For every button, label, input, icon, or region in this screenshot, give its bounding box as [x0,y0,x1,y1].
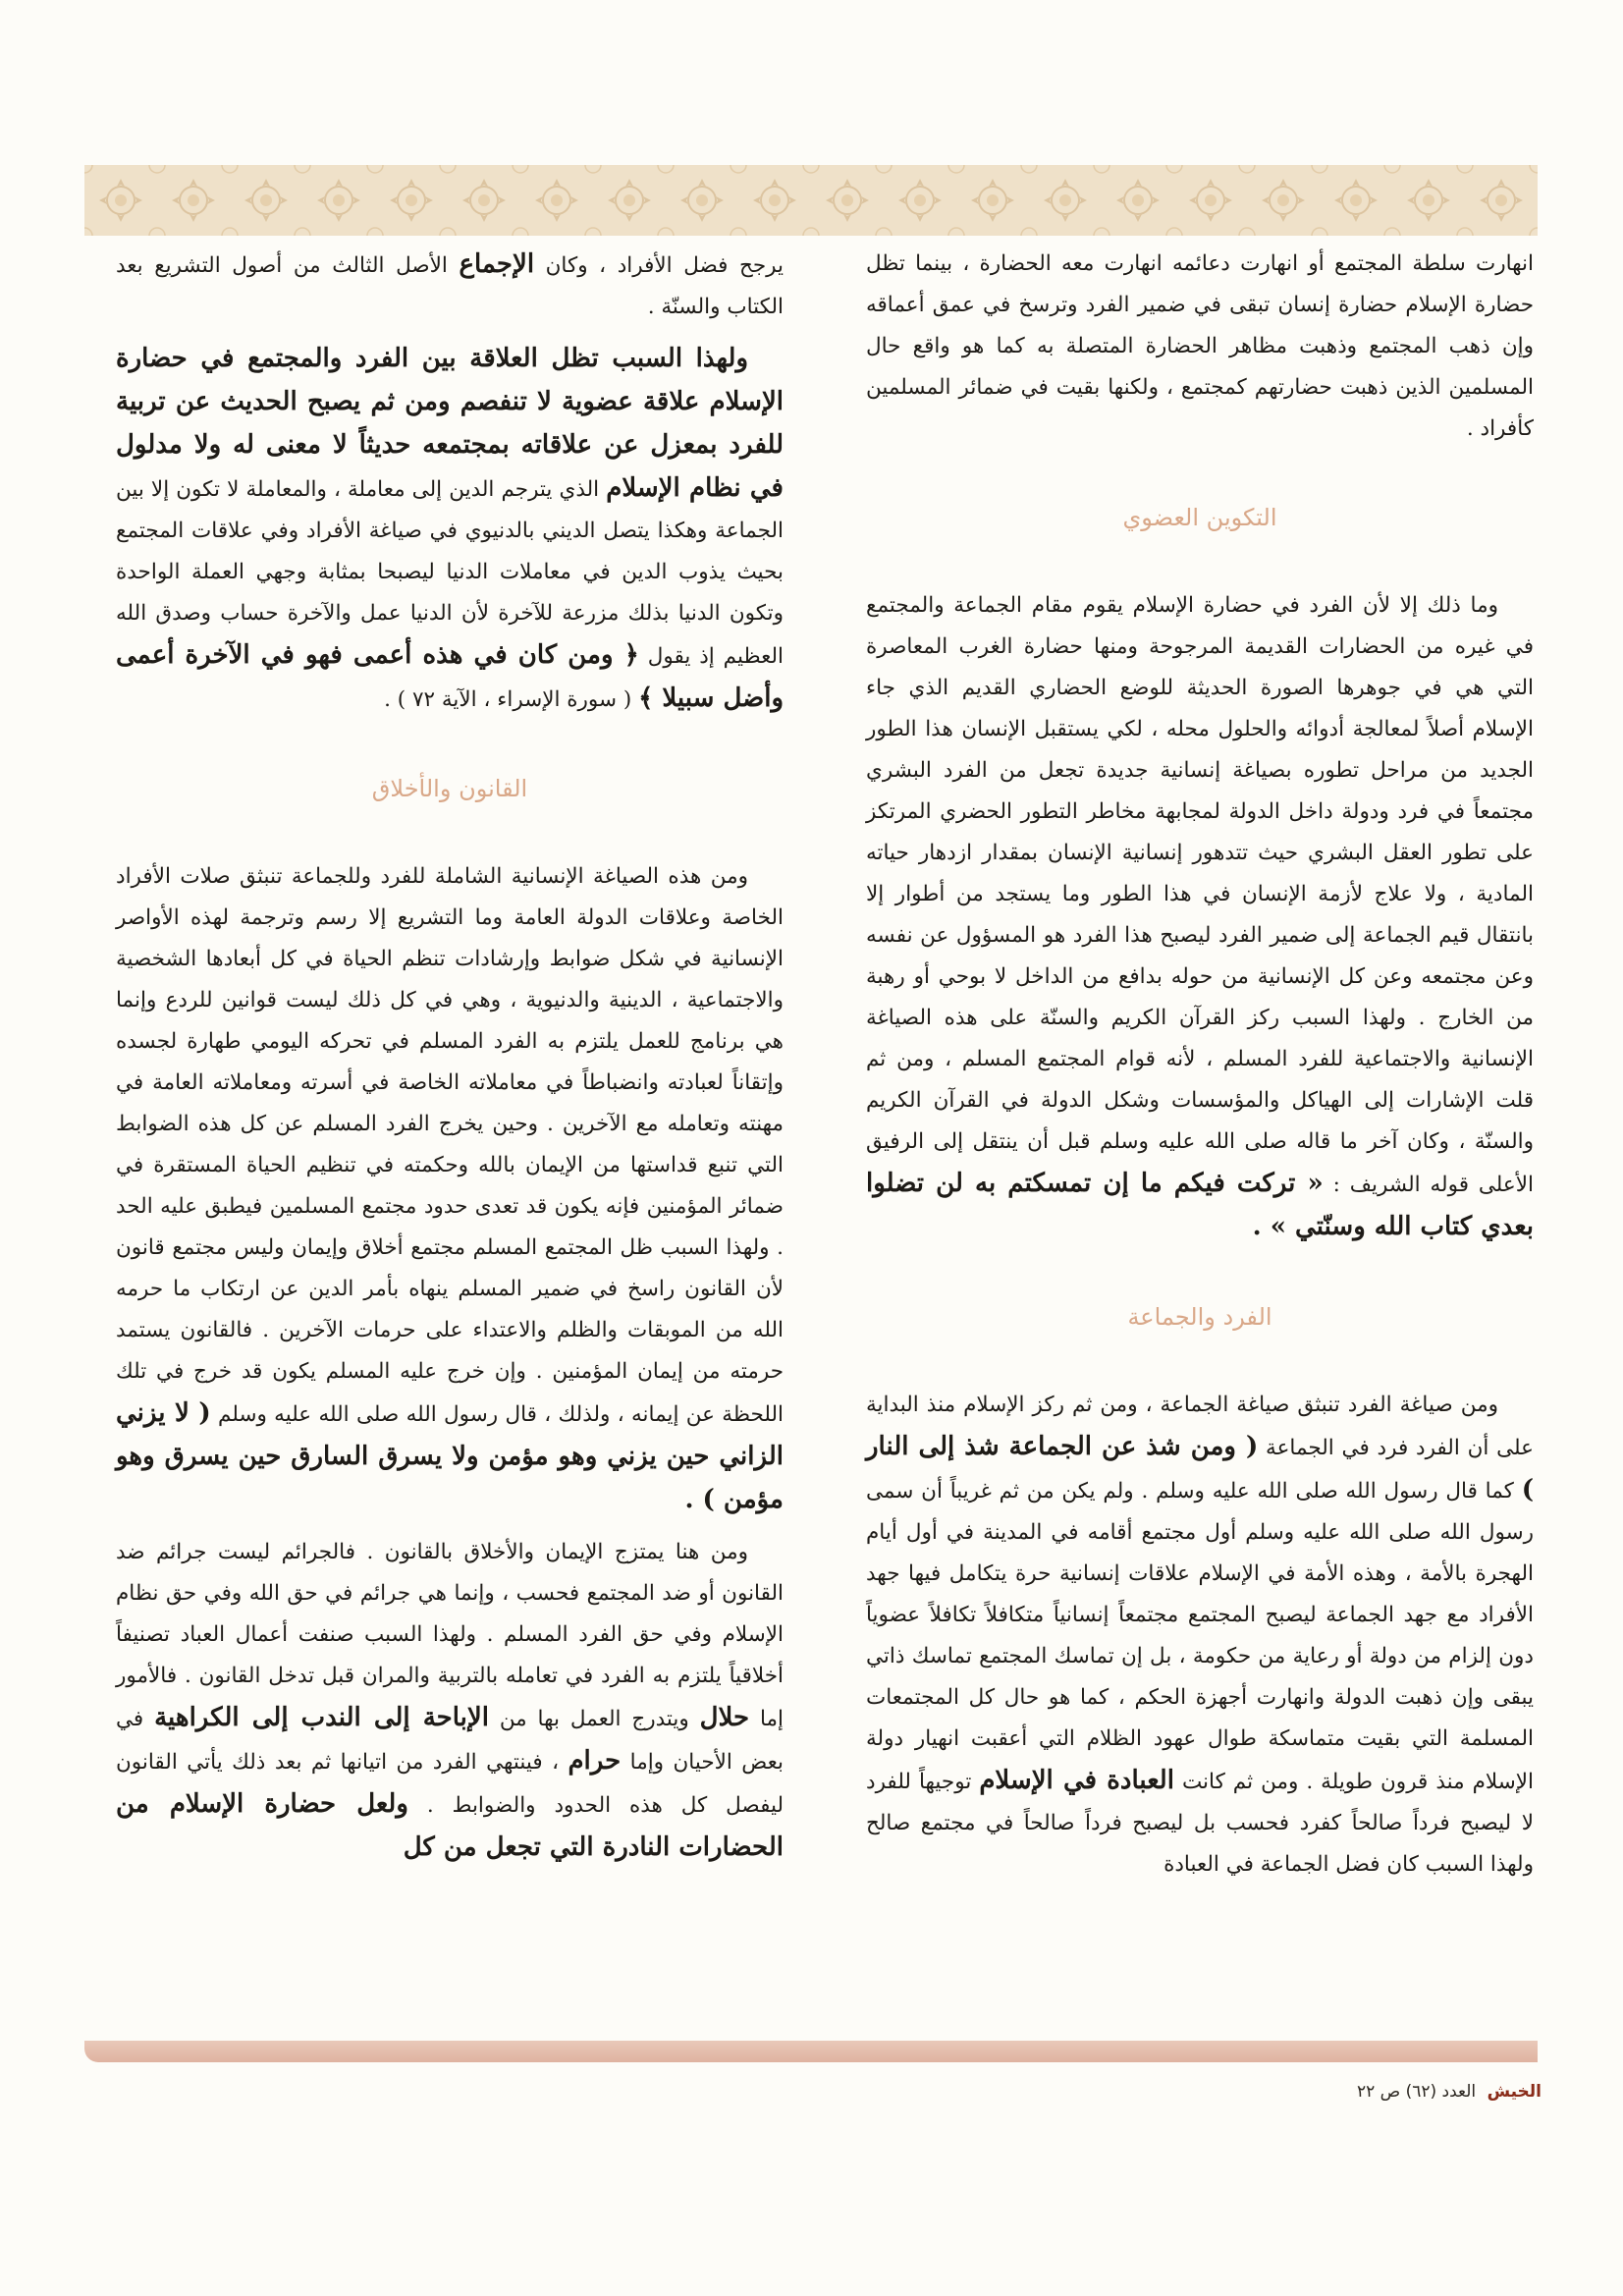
paragraph [866,244,1534,450]
paragraph [866,1385,1534,1886]
body-text: ويتدرج العمل بها من [499,1707,689,1731]
decorative-header-band [84,165,1538,236]
left-column [116,244,784,1880]
paragraph [116,856,784,1522]
bold-quote: ﴿ ومن كان في هذه أعمى فهو في الآخرة أعمى وأضل سبيلا ﴾ [116,640,784,713]
bold-phrase: الإباحة إلى الندب إلى الكراهية [154,1703,489,1732]
bold-quote: « تركت فيكم ما إن تمسكتم به لن تضلوا بعدي كتاب الله وسنّتي » . [866,1169,1534,1241]
bold-quote: ( ومن شذ عن الجماعة شذ إلى النار ) [866,1432,1534,1504]
body-text: وما ذلك إلا لأن الفرد في حضارة الإسلام يقوم مقام الجماعة والمجتمع في غيره من الحضارات القديمة المرجوحة ومنها حضارة الغرب المعاصرة التي هي في جوهرها الصورة الحديثة للوضع الحضاري القديم الذي جاء الإسلام أصلاً لمعالجة أدوائه والحلول محله ، لكي يستقبل الإنسان هذا الطور الجديد من مراحل تطوره بصياغة إنسانية جديدة تجعل من الفرد البشري مجتمعاً في فرد ودولة داخل الدولة لمجابهة مخاطر التطور الحضري المرتكز على تطور العقل البشري حيث تتدهور إنسانية الإنسان بمقدار ازدهار حياته المادية ، ولا علاج لأزمة الإنسان في هذا الطور وما يستجد من أطوار إلا بانتقال قيم الجماعة إلى ضمير الفرد ليصبح هذا الفرد هو المسؤول عن نفسه وعن مجتمعه وعن كل الإنسانية من حوله بدافع من الداخل لا بوحي أو رهبة من الخارج . ولهذا السبب ركز القرآن الكريم والسنّة على هذه الصياغة الإنسانية والاجتماعية للفرد المسلم ، لأنه قوام المجتمع المسلم ، ومن ثم قلت الإشارات إلى الهياكل والمؤسسات وشكل الدولة في القرآن الكريم والسنّة ، وكان آخر ما قاله صلى الله عليه وسلم قبل أن ينتقل إلى الرفيق الأعلى قوله الشريف : [866,593,1534,1197]
ornament-pattern-icon [84,165,1538,236]
paragraph [116,1532,784,1870]
bold-quote: ( لا يزني الزاني حين يزني وهو مؤمن ولا يسرق السارق حين يسرق وهو مؤمن ) . [116,1398,784,1514]
bold-phrase: العبادة في الإسلام [979,1766,1174,1795]
paragraph [116,338,784,721]
body-text: توجيهاً للفرد لا ليصبح فرداً صالحاً كفرد فحسب بل ليصبح فرداً صالحاً في مجتمع صالح ولهذا السبب كان فضل الجماعة في العبادة [866,1770,1534,1877]
bold-phrase: حلال [699,1703,750,1732]
issue-page-number: العدد (٦٢) ص ٢٢ [1356,2082,1477,2102]
body-text: ( سورة الإسراء ، الآية ٧٢ ) . [384,687,632,712]
body-text: الذي يترجم الدين إلى معاملة ، والمعاملة لا تكون إلا بين الجماعة وهكذا يتصل الديني بالدنيوي في صياغة الأفراد وفي علاقات المجتمع بحيث يذوب الدين في معاملات الدنيا ليصبحا بمثابة وجهي العملة الواحدة وتكون الدنيا بذلك مزرعة للآخرة لأن الدنيا عمل والآخرة حساب وصدق الله العظيم إذ يقول [116,477,784,669]
bottom-decorative-rule [84,2041,1538,2062]
body-text: ، فينتهي الفرد من اتيانها ثم بعد ذلك يأتي القانون ليفصل كل هذه الحدود والضوابط . [116,1750,784,1818]
body-text: ومن هنا يمتزج الإيمان والأخلاق بالقانون . فالجرائم ليست جرائم ضد القانون أو ضد المجتمع فحسب ، وإنما هي جرائم في حق الله وفي حق نظام الإسلام وفي حق الفرد المسلم . ولهذا السبب صنفت أعمال العباد تصنيفاً أخلاقياً يلتزم به الفرد في تعامله بالتربية والمران قبل تدخل القانون . فالأمور إما [116,1540,784,1731]
bold-phrase: الإجماع [459,249,535,279]
paragraph [866,585,1534,1249]
body-text: يرجح فضل الأفراد ، وكان [545,253,784,278]
body-text: ومن صياغة الفرد تنبثق صياغة الجماعة ، ومن ثم ركز الإسلام منذ البداية على أن الفرد فرد في الجماعة [866,1393,1534,1460]
section-heading: الفرد والجماعة [1127,1303,1272,1331]
body-text: ومن هذه الصياغة الإنسانية الشاملة للفرد وللجماعة تنبثق صلات الأفراد الخاصة وعلاقات الدولة العامة وما التشريع إلا رسم وترجمة لهذه الأواصر الإنسانية في شكل ضوابط وإرشادات تنظم الحياة في كل أبعادها الشخصية والاجتماعية ، الدينية والدنيوية ، وهي في كل ذلك ليست قوانين للردع وإنما هي برنامج للعمل يلتزم به الفرد المسلم في تحركه اليومي طهارة لجسده وإتقاناً لعبادته وانضباطاً في معاملاته الخاصة في أسرته ومعاملاته العامة في مهنته وتعامله مع الآخرين . وحين يخرج الفرد المسلم عن كل هذه الضوابط التي تنبع قداستها من الإيمان بالله وحكمته في تنظيم الحياة المستقرة في ضمائر المؤمنين فإنه يكون قد تعدى حدود مجتمع المسلمين فيطبق عليه الحد . ولهذا السبب ظل المجتمع المسلم مجتمع أخلاق وإيمان وليس مجتمع قانون لأن القانون راسخ في ضمير المسلم ينهاه بأمر الدين عن ارتكاب ما حرمه الله من الموبقات والظلم والاعتداء على حرمات الآخرين . فالقانون يستمد حرمته من إيمان المؤمنين . وإن خرج عليه المسلم يكون قد خرج في تلك اللحظة عن إيمانه ، ولذلك ، قال رسول الله صلى الله عليه وسلم [116,864,784,1427]
bold-statement: ولعل حضارة الإسلام من الحضارات النادرة التي تجعل من كل [116,1789,784,1862]
magazine-logo: الخيش [1487,2082,1542,2102]
page-footer [1267,2082,1542,2102]
bold-phrase: حرام [568,1746,622,1776]
section-heading: التكوين العضوي [1122,504,1277,531]
body-text: كما قال رسول الله صلى الله عليه وسلم . ولم يكن من ثم غريباً أن سمى رسول الله صلى الله عليه وسلم أول مجتمع أقامه في المدينة في أول أيام الهجرة بالأمة ، وهذه الأمة في الإسلام علاقات إنسانية حرة يتكامل فيها جهد الأفراد مع جهد الجماعة ليصبح المجتمع مجتمعاً إنسانياً متكافلاً تكافلاً عضوياً دون إلزام من دولة أو رعاية من حكومة ، بل إن تماسك المجتمع تماسك ذاتي يبقى وإن ذهبت الدولة وانهارت أجهزة الحكم ، كما هو حال كل المجتمعات المسلمة التي بقيت متماسكة طوال عهود الظلام التي أعقبت انهيار دولة الإسلام منذ قرون طويلة . ومن ثم كانت [866,1479,1534,1794]
body-text: انهارت سلطة المجتمع أو انهارت دعائمه انهارت معه الحضارة ، بينما تظل حضارة الإسلام حضارة إنسان تبقى في ضمير الفرد وترسخ في عمق أعماقه وإن ذهب المجتمع وذهبت مظاهر الحضارة المتصلة به كما هو واقع حال المسلمين الذين ذهبت حضارتهم كمجتمع ، ولكنها بقيت في ضمائر المسلمين كأفراد . [866,251,1534,441]
right-column [866,244,1534,1895]
body-text: الأصل الثالث من أصول التشريع بعد الكتاب والسنّة . [116,253,784,319]
bold-statement: ولهذا السبب تظل العلاقة بين الفرد والمجتمع في حضارة الإسلام علاقة عضوية لا تنفصم ومن ثم يصبح الحديث عن تربية للفرد بمعزل عن علاقاته بمجتمعه حديثاً لا معنى له ولا مدلول في نظام الإسلام [116,344,784,503]
paragraph [116,244,784,328]
section-heading: القانون والأخلاق [371,775,528,802]
body-text: في بعض الأحيان وإما [116,1707,784,1775]
